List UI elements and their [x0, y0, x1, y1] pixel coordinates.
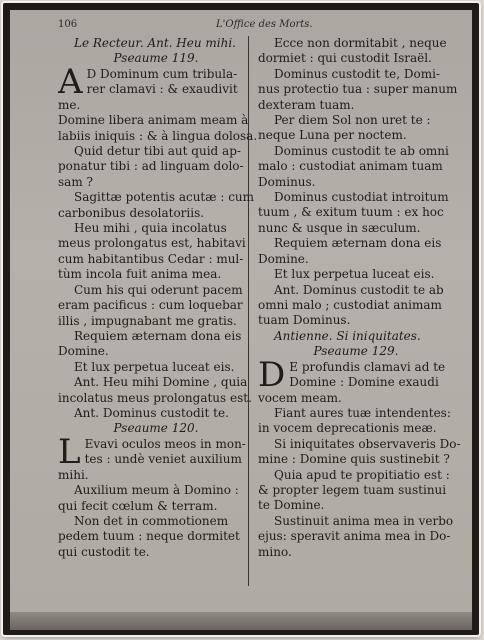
running-title: L'Office des Morts. [216, 19, 313, 30]
text-line: E profundis clamavi ad te [289, 359, 446, 374]
text-line: carbonibus desolatoriis. [58, 205, 205, 220]
right-column [258, 36, 461, 560]
text-line: mihi. [58, 467, 89, 482]
text-line: Dominus. [258, 174, 316, 189]
text-line: mine : Domine quis sustinebit ? [258, 452, 450, 467]
text-line: Domine. [258, 251, 309, 266]
left-column [58, 36, 258, 560]
text-line: rer clamavi : & exaudivit [86, 82, 238, 97]
text-line: qui fecit cœlum & terram. [58, 498, 218, 513]
text-line: Per diem Sol non uret te : [274, 113, 431, 128]
rubric-line: Le Recteur. Ant. Heu mihi. [74, 36, 236, 50]
text-line: tes : undè veniet auxilium [84, 452, 242, 467]
text-line: Domine libera animam meam à [58, 113, 249, 128]
text-line: nunc & usque in sæculum. [258, 220, 421, 235]
text-line: sam ? [58, 174, 93, 189]
paragraph [58, 67, 254, 98]
text-line: malo : custodiat animam tuam [258, 159, 443, 174]
page-number: 106 [58, 19, 78, 30]
text-line: Dominus custodit te, Domi- [274, 66, 440, 81]
text-line: cum habitantibus Cedar : mul- [58, 251, 244, 266]
text-line: Antienne. Si iniquitates. [274, 328, 421, 343]
text-line: D Dominum cum tribula- [86, 66, 238, 81]
text-line: incolatus meus prolongatus est. [58, 390, 252, 405]
text-line: illis , impugnabant me gratis. [58, 313, 237, 328]
text-line: nus protectio tua : super manum [258, 82, 458, 97]
text-line: vocem meam. [258, 390, 342, 405]
paragraph [258, 360, 454, 391]
text-line: mino. [258, 544, 292, 559]
text-line: meus prolongatus est, habitavi [58, 236, 246, 251]
text-line: ejus: speravit anima mea in Do- [258, 529, 451, 544]
psalm-129-title: Pseaume 129. [313, 344, 399, 359]
psalm-120-title: Pseaume 120. [113, 421, 199, 436]
text-line: dormiet : qui custodit Israël. [258, 51, 432, 66]
text-line: Si iniquitates observaveris Do- [274, 436, 461, 451]
text-line: Fiant aures tuæ intendentes: [274, 405, 451, 420]
text-line: tuum , & exitum tuum : ex hoc [258, 205, 444, 220]
psalm-119-title: Pseaume 119. [113, 51, 199, 66]
text-line: Requiem æternam dona eis [274, 236, 442, 251]
text-line: Ant. Heu mihi Domine , quia [74, 375, 248, 390]
text-line: Cum his qui oderunt pacem [74, 282, 243, 297]
text-line: neque Luna per noctem. [258, 128, 407, 143]
text-line: Et lux perpetua luceat eis. [74, 359, 235, 374]
drop-capital: A [58, 66, 83, 98]
book-page [10, 10, 472, 612]
text-line: Ant. Dominus custodit te ab [274, 282, 444, 297]
text-line: tùm incola fuit anima mea. [58, 267, 222, 282]
text-line: qui custodit te. [58, 544, 150, 559]
text-line: Domine. [58, 344, 109, 359]
text-line: Et lux perpetua luceat eis. [274, 267, 435, 282]
text-line: Requiem æternam dona eis [74, 328, 242, 343]
text-line: Auxilium meum à Domino : [74, 483, 239, 498]
text-line: Evavi oculos meos in mon- [84, 436, 246, 451]
text-line: Ecce non dormitabit , neque [274, 36, 447, 50]
text-line: in vocem deprecationis meæ. [258, 421, 437, 436]
paragraph [58, 437, 254, 468]
text-line: labiis iniquis : & à lingua dolosa. [58, 128, 258, 143]
page-header [10, 10, 472, 34]
text-line: Sustinuit anima mea in verbo [274, 513, 454, 528]
text-line: ponatur tibi : ad linguam dolo- [58, 159, 244, 174]
drop-capital: L [58, 436, 81, 468]
drop-capital: D [258, 359, 286, 391]
text-line: Non det in commotionem [74, 513, 229, 528]
text-line: me. [58, 97, 81, 112]
text-line: Sagittæ potentis acutæ : cum [74, 190, 255, 205]
text-line: eram pacificus : cum loquebar [58, 298, 243, 313]
text-line: Dominus custodit te ab omni [274, 143, 449, 158]
text-line: omni malo ; custodiat animam [258, 297, 442, 312]
text-line: pedem tuum : neque dormitet [58, 529, 240, 544]
text-line: Domine : Domine exaudi [289, 374, 439, 389]
text-line: Quid detur tibi aut quid ap- [74, 144, 241, 159]
text-line: Ant. Dominus custodit te. [74, 405, 229, 420]
text-line: te Domine. [258, 498, 325, 513]
text-line: Quia apud te propitiatio est : [274, 467, 450, 482]
text-line: & propter legem tuam sustinui [258, 482, 447, 497]
text-line: Heu mihi , quia incolatus [74, 221, 227, 236]
text-line: Dominus custodiat introitum [274, 190, 449, 205]
text-line: tuam Dominus. [258, 313, 351, 328]
text-line: dexteram tuam. [258, 97, 355, 112]
page-edge-shadow [10, 612, 472, 630]
